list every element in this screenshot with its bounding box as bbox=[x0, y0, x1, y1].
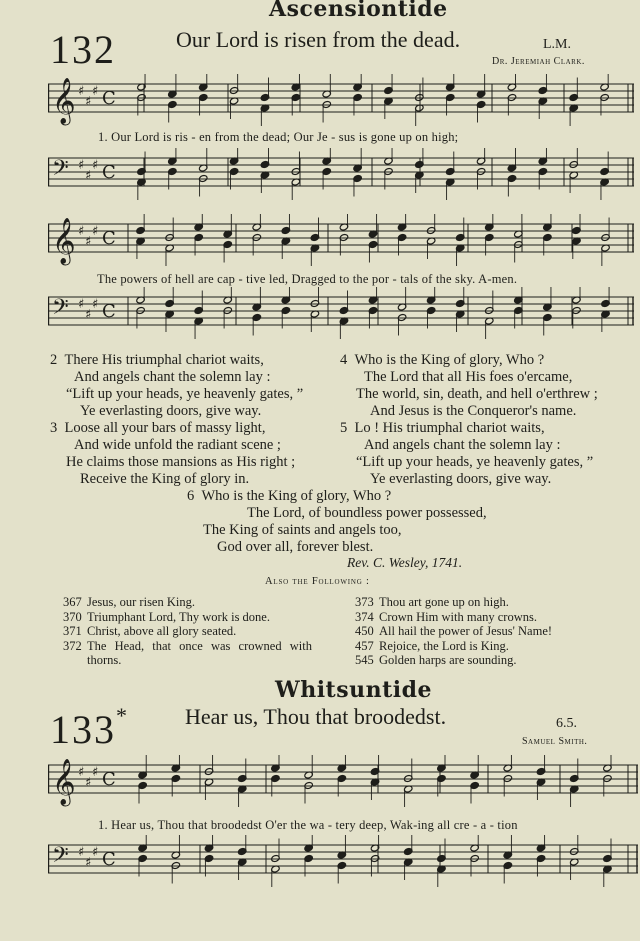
svg-text:𝄢: 𝄢 bbox=[52, 843, 69, 873]
svg-text:♯: ♯ bbox=[78, 84, 85, 99]
also-list-right bbox=[355, 595, 625, 668]
svg-text:♯: ♯ bbox=[78, 297, 85, 312]
svg-text:♯: ♯ bbox=[92, 845, 99, 860]
svg-text:C: C bbox=[102, 769, 116, 790]
composer-credit: Samuel Smith. bbox=[522, 736, 588, 747]
svg-text:♯: ♯ bbox=[92, 158, 99, 173]
also-list-item: 370 Triumphant Lord, Thy work is done. bbox=[63, 609, 270, 624]
svg-text:𝄢: 𝄢 bbox=[52, 156, 69, 186]
svg-text:♯: ♯ bbox=[85, 234, 92, 250]
svg-text:C: C bbox=[102, 228, 116, 249]
svg-text:♯: ♯ bbox=[78, 765, 85, 780]
author-attribution: Rev. C. Wesley, 1741. bbox=[347, 555, 463, 570]
svg-text:♯: ♯ bbox=[92, 84, 99, 99]
svg-text:♯: ♯ bbox=[78, 224, 85, 239]
also-list-item: 545 Golden harps are sounding. bbox=[355, 653, 517, 667]
verse-5: 5 Lo ! His triumphal chariot waits, And angels chant the solemn lay : “Lift up your heads, ye heavenly gates, ” Ye everlasting doors, give way. bbox=[340, 420, 594, 487]
music-staff-bass-1 bbox=[48, 148, 634, 208]
svg-text:𝄞: 𝄞 bbox=[52, 78, 76, 124]
also-list-item: 373 Thou art gone up on high. bbox=[355, 595, 509, 609]
svg-text:♯: ♯ bbox=[92, 224, 99, 239]
lyric-line: The powers of hell are cap - tive led, Dragged to the por - tals of the sky. A-men. bbox=[97, 272, 518, 286]
svg-text:C: C bbox=[102, 849, 116, 870]
svg-text:♯: ♯ bbox=[85, 855, 92, 871]
music-staff-treble-1 bbox=[48, 74, 634, 128]
also-list-item: 372 The Head, that once was crowned with thorns. bbox=[63, 638, 312, 667]
svg-text:♯: ♯ bbox=[85, 775, 92, 791]
also-following-heading: Also the Following : bbox=[265, 576, 370, 587]
svg-text:𝄢: 𝄢 bbox=[52, 295, 69, 325]
svg-text:C: C bbox=[102, 162, 116, 183]
also-list-item: 457 Rejoice, the Lord is King. bbox=[355, 638, 509, 653]
svg-text:♯: ♯ bbox=[85, 168, 92, 184]
also-list-item: 374 Crown Him with many crowns. bbox=[355, 609, 537, 624]
verse-6: 6 Who is the King of glory, Who ? The Lord, of boundless power possessed, The King of saints and angels too, God over all, forever blest. bbox=[187, 488, 487, 555]
svg-text:C: C bbox=[102, 301, 116, 322]
section-title-ascensiontide: Ascensiontide bbox=[269, 0, 448, 22]
music-staff-treble-3 bbox=[48, 755, 638, 813]
music-staff-bass-3 bbox=[48, 835, 638, 935]
hymn-number: 133* bbox=[50, 702, 129, 752]
music-staff-treble-2 bbox=[48, 214, 634, 268]
svg-text:♯: ♯ bbox=[85, 307, 92, 323]
svg-text:𝄞: 𝄞 bbox=[52, 759, 76, 805]
also-list-item: 367 Jesus, our risen King. bbox=[63, 595, 195, 609]
also-list-item: 371 Christ, above all glory seated. bbox=[63, 624, 237, 638]
verse-2: 2 There His triumphal chariot waits, And angels chant the solemn lay : “Lift up your heads, ye heavenly gates, ” Ye everlasting doors, give way. bbox=[50, 352, 304, 419]
section-title-whitsuntide: Whitsuntide bbox=[275, 677, 432, 703]
svg-text:𝄞: 𝄞 bbox=[52, 218, 76, 264]
music-staff-bass-2 bbox=[48, 287, 634, 343]
svg-text:♯: ♯ bbox=[92, 297, 99, 312]
svg-text:C: C bbox=[102, 88, 116, 109]
hymn-first-line: Hear us, Thou that broodedst. bbox=[185, 704, 447, 729]
svg-text:♯: ♯ bbox=[78, 158, 85, 173]
svg-text:♯: ♯ bbox=[85, 94, 92, 110]
hymn-first-line: Our Lord is risen from the dead. bbox=[176, 27, 461, 52]
composer-credit: Dr. Jeremiah Clark. bbox=[492, 56, 585, 67]
svg-text:♯: ♯ bbox=[78, 845, 85, 860]
svg-text:♯: ♯ bbox=[92, 765, 99, 780]
hymn-number: 132 bbox=[50, 27, 116, 72]
also-list-left bbox=[63, 595, 343, 668]
verse-3: 3 Loose all your bars of massy light, And wide unfold the radiant scene ; He claims those mansions as His right ; Receive the King of glory in. bbox=[50, 420, 296, 487]
hymn-meter: 6.5. bbox=[556, 716, 577, 731]
lyric-line: 1. Hear us, Thou that broodedst O'er the wa - tery deep, Wak-ing all cre - a - tion bbox=[98, 818, 518, 832]
hymn-meter: L.M. bbox=[543, 37, 571, 52]
lyric-line: 1. Our Lord is ris - en from the dead; Our Je - sus is gone up on high; bbox=[98, 130, 459, 144]
verse-4: 4 Who is the King of glory, Who ? The Lord that all His foes o'ercame, The world, sin, death, and hell o'erthrew ; And Jesus is the Conqueror's name. bbox=[340, 352, 598, 419]
also-list-item: 450 All hail the power of Jesus' Name! bbox=[355, 624, 553, 638]
